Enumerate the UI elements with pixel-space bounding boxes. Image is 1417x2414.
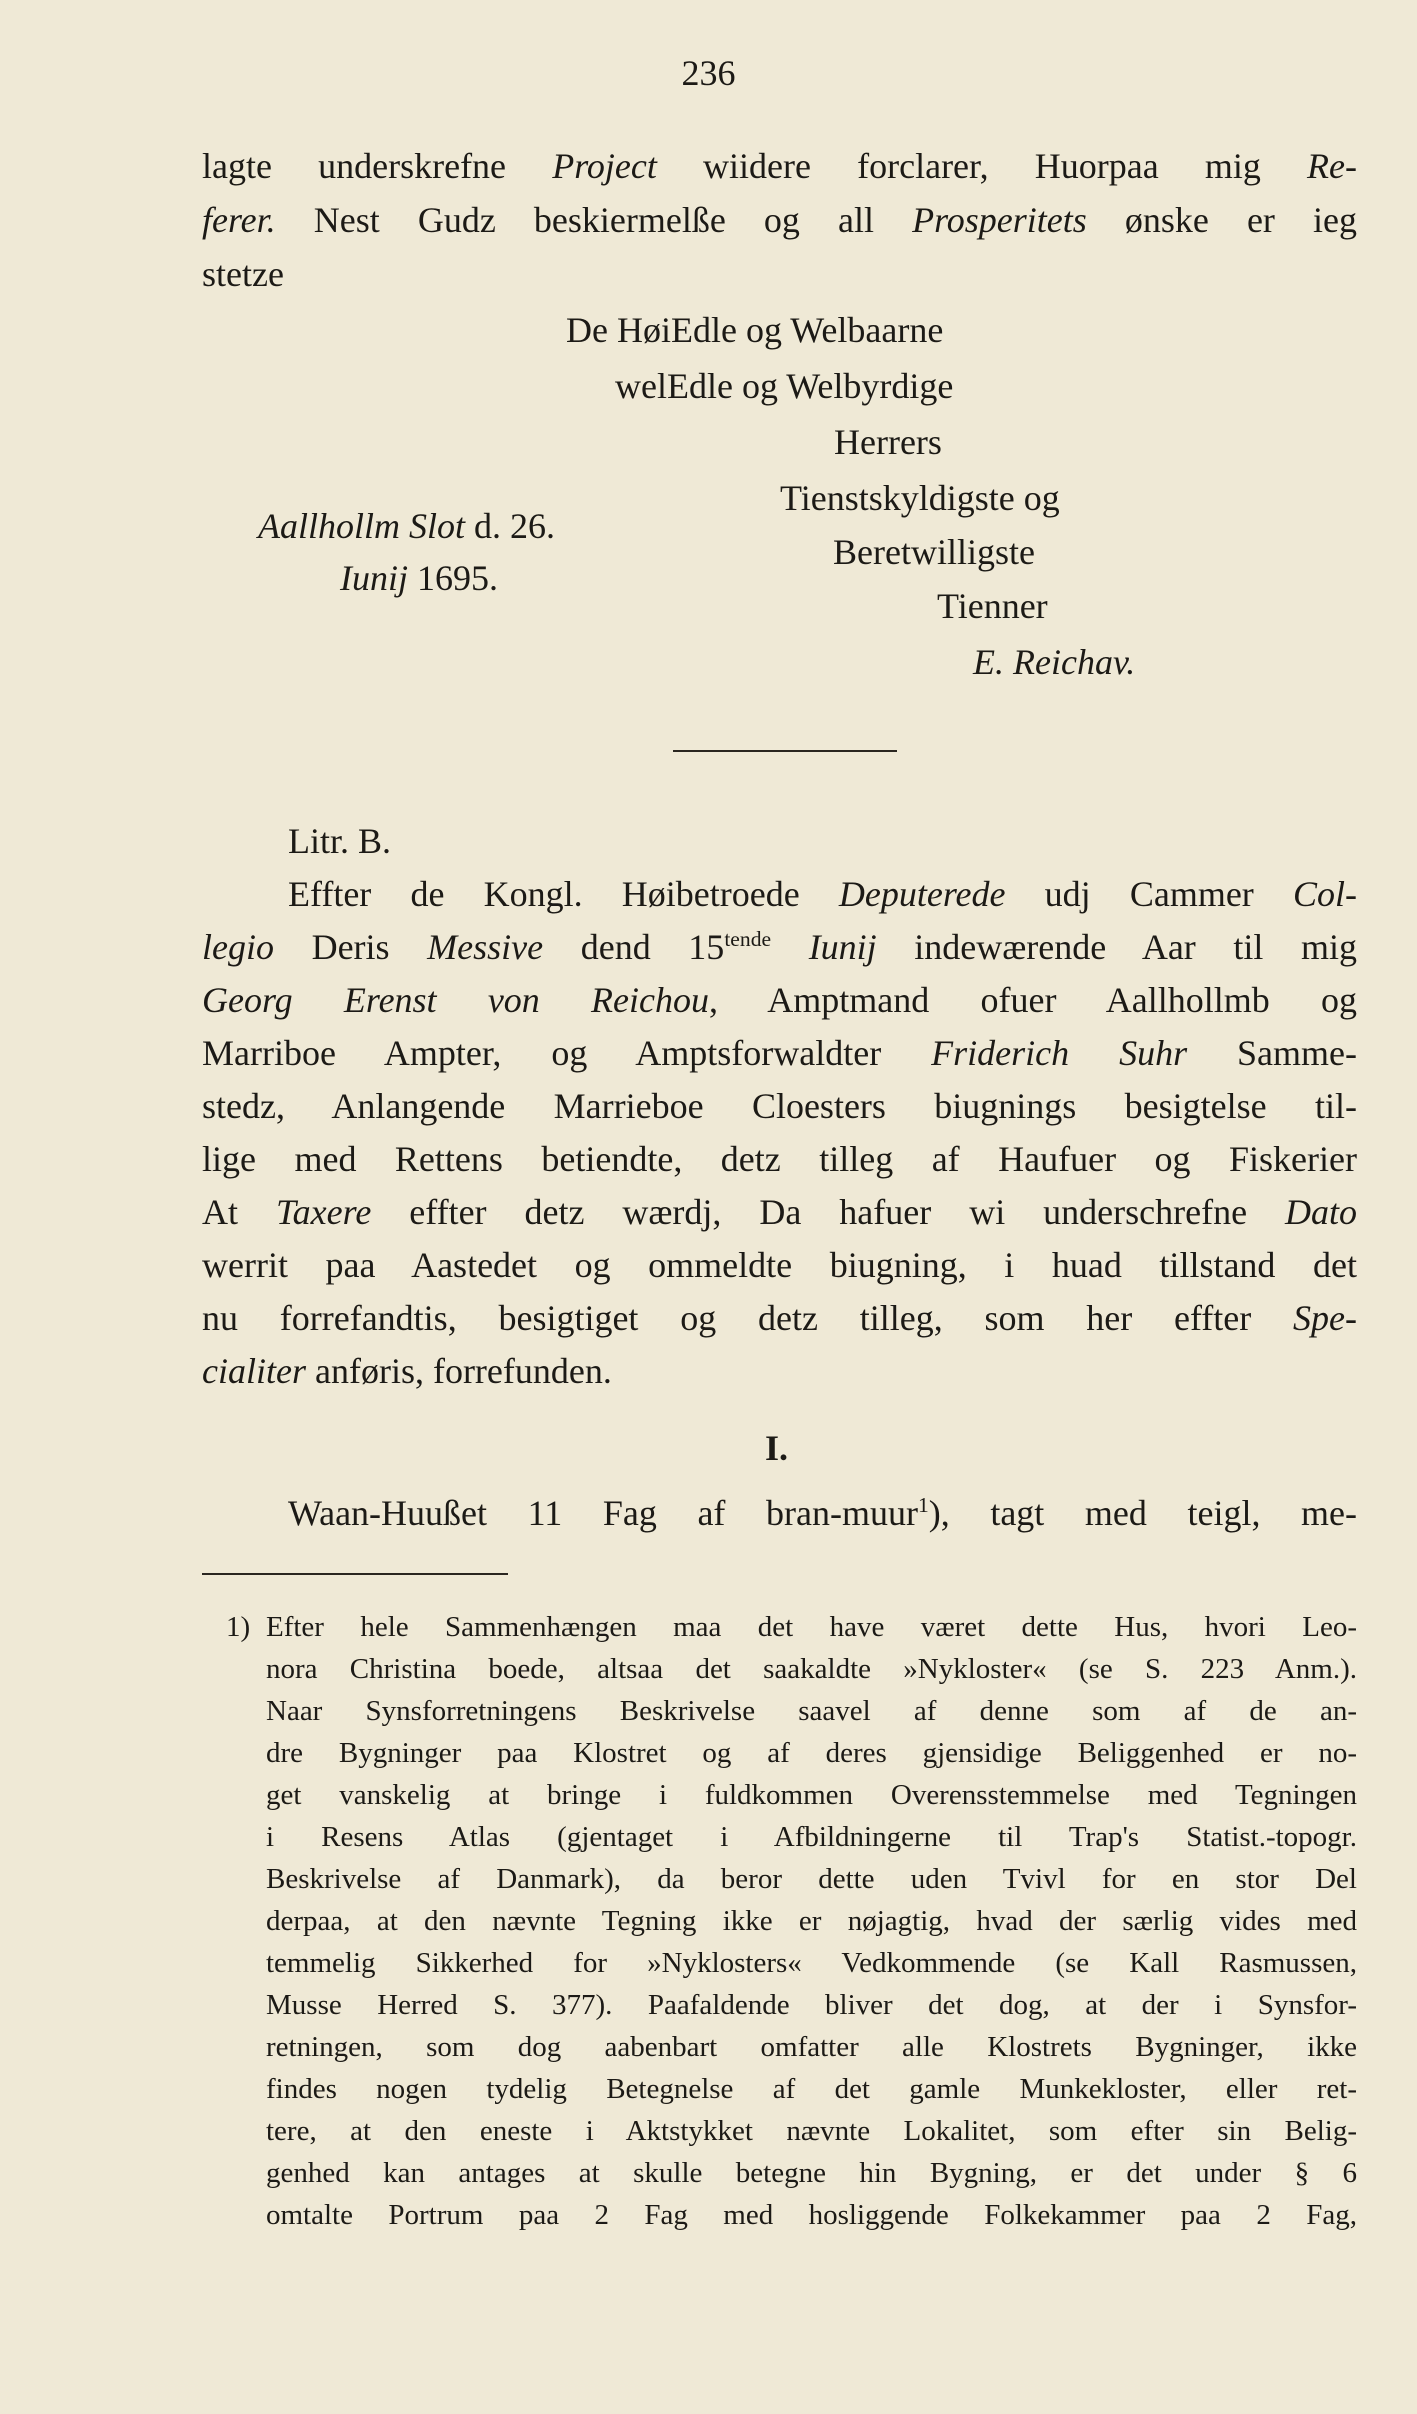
- footnote-rule: [202, 1573, 508, 1575]
- text-line: cialiter anføris, forrefunden.: [202, 1351, 612, 1391]
- text-line: legio Deris Messive dend $15^{tende}$ Iunij indewærende Aar til mig: [202, 927, 1358, 967]
- footnote-line: dre Bygninger paa Klostret og af deres gjensidige Beliggenhed er no-: [266, 1737, 1357, 1769]
- text-line: At Taxere effter detz wærdj, Da hafuer wi underschrefne Dato: [202, 1192, 1358, 1232]
- footnote-line: derpaa, at den nævnte Tegning ikke er nøjagtig, hvad der særlig vides med: [266, 1905, 1357, 1937]
- closing-line: De HøiEdle og Welbaarne: [566, 310, 944, 350]
- text-line: stetze: [202, 254, 284, 294]
- text-line: Marriboe Ampter, og Amptsforwaldter Friderich Suhr Samme-: [202, 1033, 1357, 1073]
- footnote-line: retningen, som dog aabenbart omfatter alle Klostrets Bygninger, ikke: [266, 2031, 1357, 2063]
- footnote-line: findes nogen tydelig Betegnelse af det gamle Munkekloster, eller ret-: [266, 2073, 1357, 2105]
- text-line: Waan-Huußet 11 Fag af bran-muur$^1$), tagt med teigl, me-: [288, 1493, 1357, 1533]
- footnote-line: get vanskelig at bringe i fuldkommen Overensstemmelse med Tegningen: [266, 1779, 1357, 1811]
- page-number: 236: [681, 53, 736, 93]
- date-line: Iunij 1695.: [340, 558, 498, 598]
- text-line: ferer. Nest Gudz beskiermelße og all Prosperitets ønske er ieg: [202, 200, 1357, 240]
- text-line: Georg Erenst von Reichou, Amptmand ofuer Aallhollmb og: [202, 980, 1358, 1020]
- footnote-line: tere, at den eneste i Aktstykket nævnte Lokalitet, som efter sin Belig-: [266, 2115, 1357, 2147]
- closing-line: Tienstskyldigste og: [780, 478, 1060, 518]
- signature: E. Reichav.: [973, 642, 1136, 682]
- text-line: lige med Rettens betiendte, detz tilleg af Haufuer og Fiskerier: [202, 1139, 1357, 1179]
- place-line: Aallhollm Slot d. 26.: [258, 506, 555, 546]
- section-divider: [673, 750, 897, 752]
- footnote-line: temmelig Sikkerhed for »Nyklosters« Vedkommende (se Kall Rasmussen,: [266, 1947, 1357, 1979]
- footnote-line: omtalte Portrum paa 2 Fag med hosliggende Folkekammer paa 2 Fag,: [266, 2199, 1357, 2231]
- text-line: werrit paa Aastedet og ommeldte biugning, i huad tillstand det: [202, 1245, 1357, 1285]
- footnote-line: Naar Synsforretningens Beskrivelse saavel af denne som af de an-: [266, 1695, 1357, 1727]
- footnote-line: Beskrivelse af Danmark), da beror dette uden Tvivl for en stor Del: [266, 1863, 1357, 1895]
- footnote-line: genhed kan antages at skulle betegne hin Bygning, er det under § 6: [266, 2157, 1357, 2189]
- text-line: nu forrefandtis, besigtiget og detz tilleg, som her effter Spe-: [202, 1298, 1357, 1338]
- closing-line: welEdle og Welbyrdige: [615, 366, 954, 406]
- section-numeral: I.: [765, 1428, 789, 1468]
- footnote-line: Musse Herred S. 377). Paafaldende bliver det dog, at der i Synsfor-: [266, 1989, 1357, 2021]
- closing-line: Herrers: [834, 422, 942, 462]
- footnote-line: Efter hele Sammenhængen maa det have været dette Hus, hvori Leo-: [266, 1611, 1357, 1643]
- text-line: lagte underskrefne Project wiidere forclarer, Huorpaa mig Re-: [202, 146, 1358, 186]
- footnote-ref[interactable]: 1: [917, 1493, 929, 1517]
- closing-line: Tienner: [937, 586, 1048, 626]
- text-line: stedz, Anlangende Marrieboe Cloesters biugnings besigtelse til-: [202, 1086, 1357, 1126]
- footnote-line: nora Christina boede, altsaa det saakaldte »Nykloster« (se S. 223 Anm.).: [266, 1653, 1357, 1685]
- footnote-marker: 1): [226, 1611, 251, 1643]
- text-line: Effter de Kongl. Høibetroede Deputerede udj Cammer Col-: [288, 874, 1357, 914]
- footnote-line: i Resens Atlas (gjentaget i Afbildningerne til Trap's Statist.-topogr.: [266, 1821, 1357, 1853]
- closing-line: Beretwilligste: [833, 532, 1035, 572]
- litr-heading: Litr. B.: [288, 821, 392, 861]
